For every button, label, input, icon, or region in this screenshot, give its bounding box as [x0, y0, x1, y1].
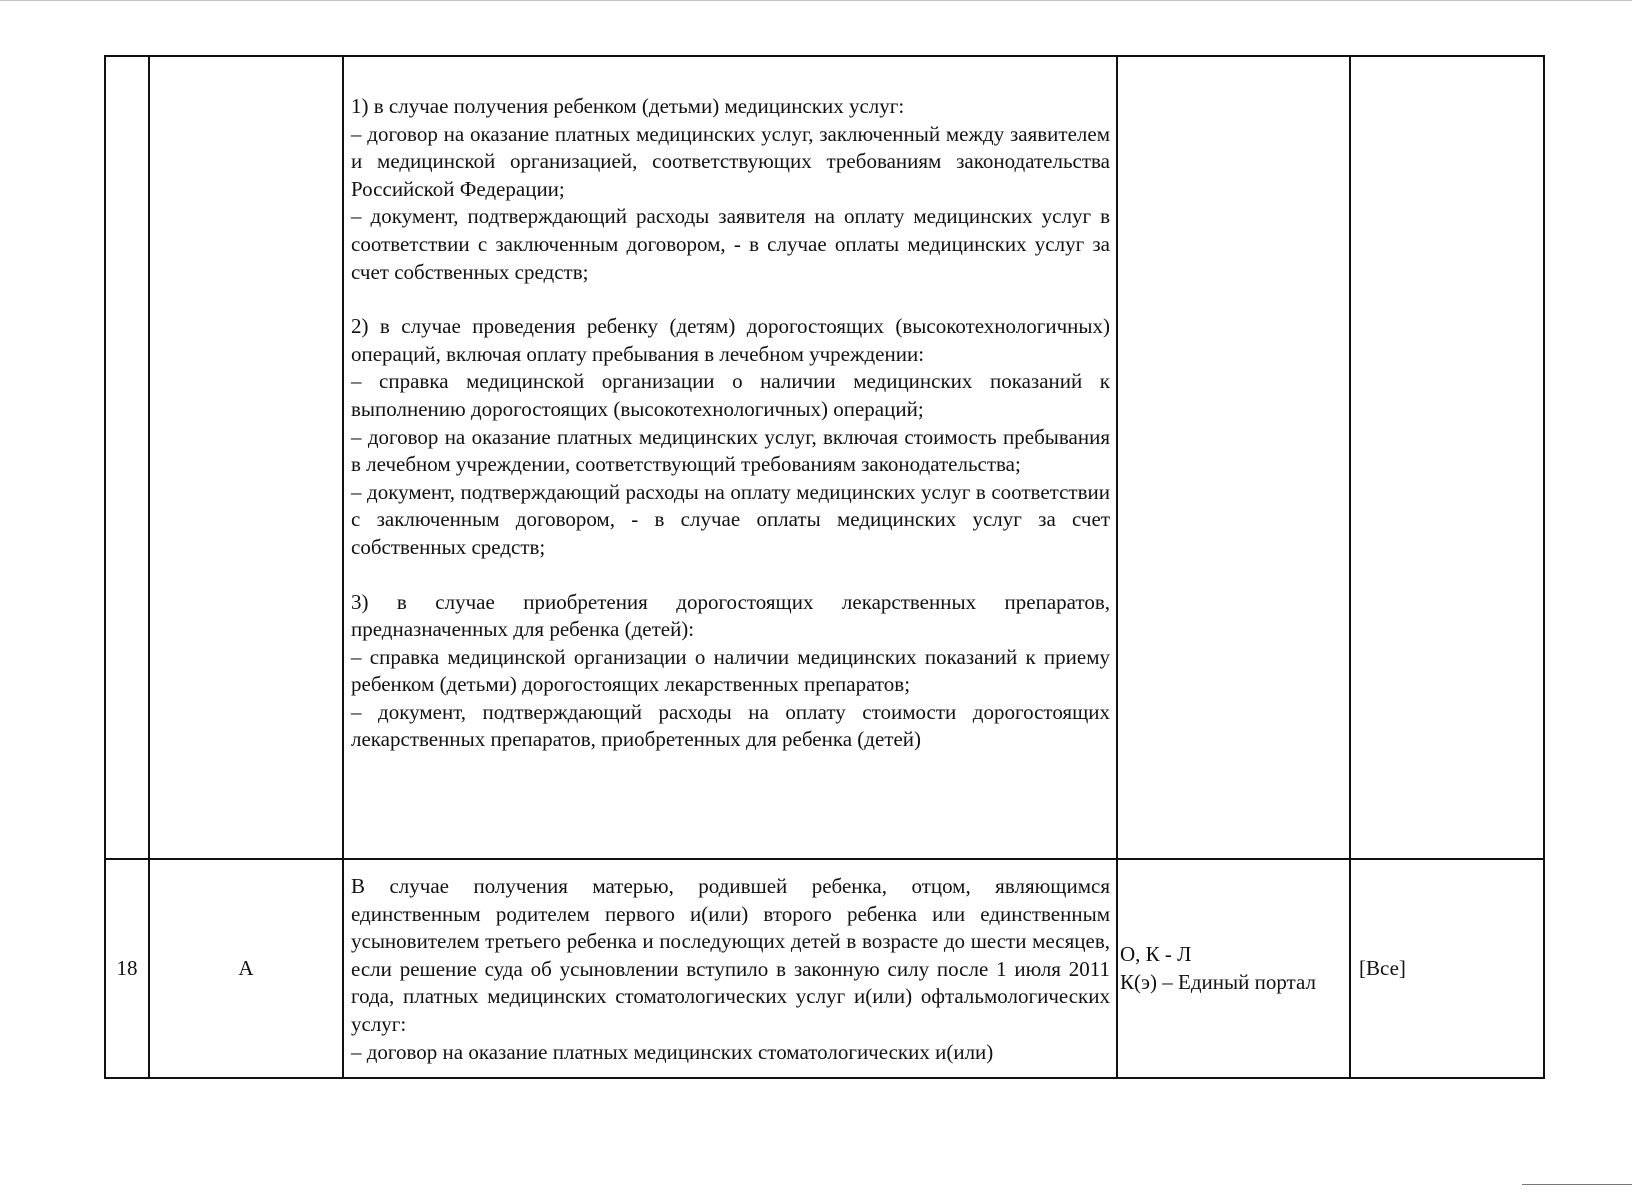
paragraph: 2) в случае проведения ребенку (детям) дорогостоящих (высокотехнологичных) операций, включая оплату пребывания в лечебном учреждении:	[351, 314, 1110, 366]
paragraph: – договор на оказание платных медицинских услуг, включая стоимость пребывания в лечебном учреждении, соответствующий требованиям законодательства;	[351, 424, 1110, 477]
paragraph-gap	[351, 562, 1110, 589]
paragraph: – договор на оказание платных медицинских стоматологических и(или)	[351, 1039, 994, 1064]
paragraph: – справка медицинской организации о наличии медицинских показаний к приему ребенком (детьми) дорогостоящих лекарственных препаратов;	[351, 644, 1110, 697]
method-line: О, К - Л	[1120, 941, 1192, 966]
applicants-cell: [Все]	[1350, 859, 1544, 1078]
paragraph: – документ, подтверждающий расходы заявителя на оплату медицинских услуг в соответствии с заключенным договором, - в случае оплаты медицинских услуг за счет собственных средств;	[351, 204, 1110, 284]
paragraph: 3) в случае приобретения дорогостоящих лекарственных препаратов, предназначенных для ребенка (детей):	[351, 589, 1110, 642]
table-row	[105, 56, 1544, 859]
row-number-cell	[105, 56, 149, 859]
paragraph-gap	[351, 286, 1110, 313]
documents-cell	[343, 859, 1117, 1078]
documents-cell	[343, 56, 1117, 859]
row-code-cell	[149, 56, 343, 859]
paragraph: – документ, подтверждающий расходы на оплату медицинских услуг в соответствии с заключенным договором, - в случае оплаты медицинских услуг за счет собственных средств;	[351, 479, 1110, 559]
applicants-cell	[1350, 56, 1544, 859]
row-code-cell: А	[149, 859, 343, 1078]
document-table	[104, 55, 1545, 1079]
row-number-cell: 18	[105, 859, 149, 1078]
table-row	[105, 859, 1544, 1078]
scan-edge-bottom	[1522, 1184, 1632, 1185]
method-line: К(э) – Единый портал	[1120, 969, 1316, 994]
paragraph: – договор на оказание платных медицинских услуг, заключенный между заявителем и медицинской организацией, соответствующих требованиям законодательства Российской Федерации;	[351, 121, 1110, 201]
paragraph: 1) в случае получения ребенком (детьми) медицинских услуг:	[351, 94, 905, 118]
method-cell	[1117, 56, 1350, 859]
method-cell	[1117, 859, 1350, 1078]
scan-edge-top	[0, 0, 1632, 13]
paragraph: – справка медицинской организации о наличии медицинских показаний к выполнению дорогостоящих (высокотехнологичных) операций;	[351, 369, 1110, 421]
paragraph: – документ, подтверждающий расходы на оплату стоимости дорогостоящих лекарственных препаратов, приобретенных для ребенка (детей)	[351, 699, 1110, 752]
paragraph: В случае получения матерью, родившей ребенка, отцом, являющимся единственным родителем первого и(или) второго ребенка или единственным усыновителем третьего ребенка и последующих детей в возрасте до шести месяцев, если решение суда об усыновлении вступило в законную силу после 1 июля 2011 года, платных медицинских стоматологических услуг и(или) офтальмологических услуг:	[351, 874, 1110, 1036]
